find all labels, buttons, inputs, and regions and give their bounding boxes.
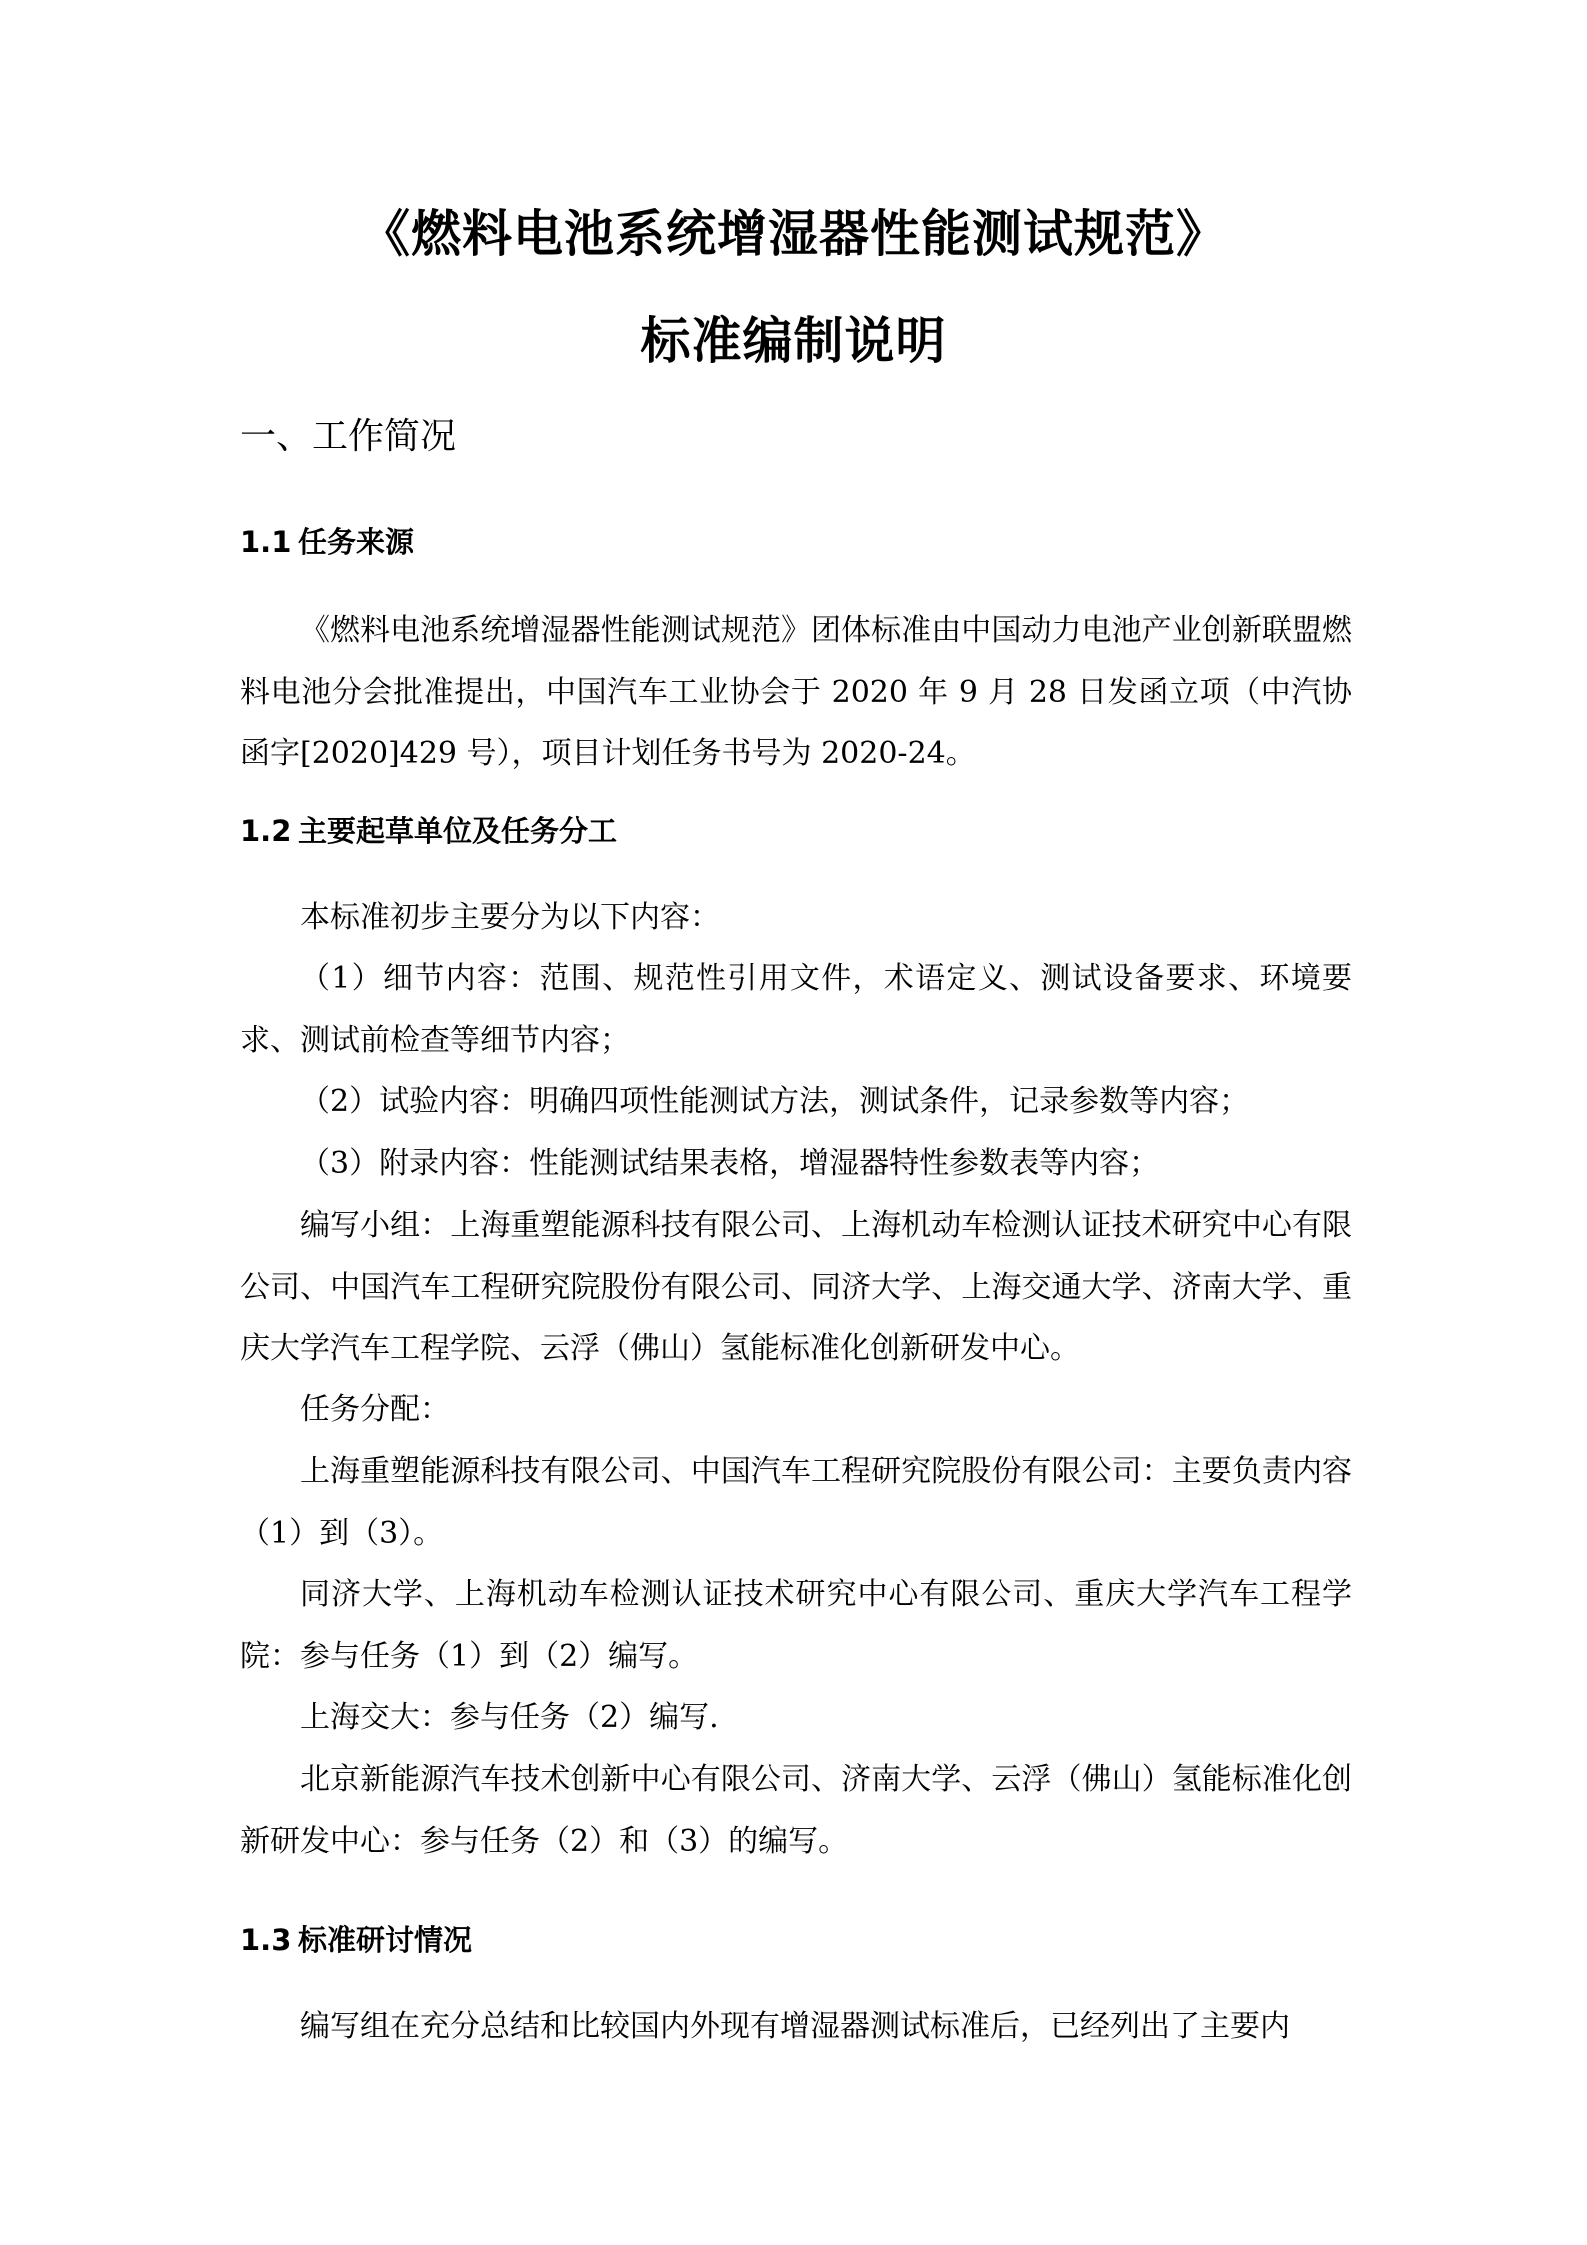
paragraph-task-assignment-label: 任务分配： (300, 1392, 450, 1427)
subsection-title: 标准研讨情况 (298, 1923, 473, 1957)
subsection-number: 1.1 (240, 525, 292, 559)
document-subtitle: 标准编制说明 (640, 312, 947, 370)
subsection-heading-1-3 (240, 1918, 472, 1962)
subsection-title: 任务来源 (298, 525, 415, 559)
subsection-heading-1-2 (240, 809, 617, 853)
subsection-title: 主要起草单位及任务分工 (298, 814, 618, 848)
paragraph-content-intro: 本标准初步主要分为以下内容： (300, 900, 720, 935)
paragraph-assignment-2: 同济大学、上海机动车检测认证技术研究中心有限公司、重庆大学汽车工程学院：参与任务（1）到（2）编写。 (240, 1577, 1352, 1674)
section-heading-work-overview: 一、工作简况 (240, 416, 457, 457)
paragraph-assignment-3: 上海交大：参与任务（2）编写. (300, 1700, 719, 1735)
paragraph-drafting-group: 编写小组：上海重塑能源科技有限公司、上海机动车检测认证技术研究中心有限公司、中国汽车工程研究院股份有限公司、同济大学、上海交通大学、济南大学、重庆大学汽车工程学院、云浮（佛山）氢能标准化创新研发中心。 (240, 1208, 1352, 1366)
paragraph-item-2: （2）试验内容：明确四项性能测试方法，测试条件，记录参数等内容； (300, 1084, 1250, 1119)
paragraph-task-source: 《燃料电池系统增湿器性能测试规范》团体标准由中国动力电池产业创新联盟燃料电池分会批准提出，中国汽车工业协会于 2020 年 9 月 28 日发函立项（中汽协函字[2020]429 号），项目计划任务书号为 2020-24。 (240, 613, 1352, 771)
subsection-number: 1.3 (240, 1923, 292, 1957)
paragraph-item-3: （3）附录内容：性能测试结果表格，增湿器特性参数表等内容； (300, 1146, 1160, 1181)
paragraph-assignment-1: 上海重塑能源科技有限公司、中国汽车工程研究院股份有限公司：主要负责内容（1）到（3）。 (240, 1454, 1352, 1551)
subsection-heading-1-1 (240, 520, 414, 564)
document-title: 《燃料电池系统增湿器性能测试规范》 (360, 205, 1227, 263)
paragraph-item-1: （1）细节内容：范围、规范性引用文件，术语定义、测试设备要求、环境要求、测试前检查等细节内容； (240, 961, 1352, 1058)
paragraph-assignment-4: 北京新能源汽车技术创新中心有限公司、济南大学、云浮（佛山）氢能标准化创新研发中心：参与任务（2）和（3）的编写。 (240, 1762, 1352, 1859)
paragraph-standard-discussion: 编写组在充分总结和比较国内外现有增湿器测试标准后，已经列出了主要内 (300, 2009, 1290, 2044)
subsection-number: 1.2 (240, 814, 292, 848)
